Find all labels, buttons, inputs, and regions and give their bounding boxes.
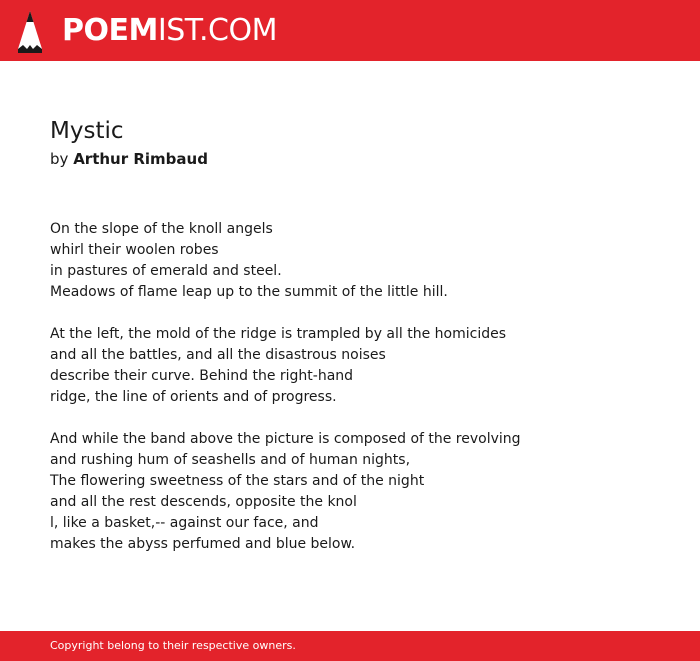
brand-light-text: IST.COM <box>157 13 277 48</box>
poem-line: in pastures of emerald and steel. <box>50 263 282 279</box>
poem-line: On the slope of the knoll angels <box>50 221 273 237</box>
by-label: by <box>50 150 69 168</box>
poem-line: l, like a basket,-- against our face, and <box>50 515 319 531</box>
pencil-tip-icon[interactable] <box>16 9 44 53</box>
stanza-3 <box>50 429 670 555</box>
poem-line: whirl their woolen robes <box>50 242 219 258</box>
site-header <box>0 0 700 61</box>
site-logo-text[interactable] <box>62 11 277 51</box>
poem-line: At the left, the mold of the ridge is trampled by all the homicides <box>50 326 507 342</box>
poem-line: and all the battles, and all the disastrous noises <box>50 347 386 363</box>
copyright-text: Copyright belong to their respective owners. <box>50 639 296 652</box>
stanza-1 <box>50 219 670 303</box>
poem-line: describe their curve. Behind the right-hand <box>50 368 354 384</box>
stanza-2 <box>50 324 670 408</box>
brand-bold-text: POEM <box>62 13 158 48</box>
author-name: Arthur Rimbaud <box>73 150 208 168</box>
poem-line: and rushing hum of seashells and of human nights, <box>50 452 411 468</box>
poem-body <box>50 219 670 576</box>
poem-line: Meadows of flame leap up to the summit of the little hill. <box>50 284 448 300</box>
site-footer <box>0 631 700 661</box>
poem-line: The flowering sweetness of the stars and of the night <box>50 473 425 489</box>
poem-line: makes the abyss perfumed and blue below. <box>50 536 356 552</box>
poem-title: Mystic <box>50 118 124 144</box>
poem-line: and all the rest descends, opposite the knol <box>50 494 357 510</box>
poem-line: ridge, the line of orients and of progress. <box>50 389 337 405</box>
poem-byline <box>50 148 208 170</box>
poem-line: And while the band above the picture is composed of the revolving <box>50 431 521 447</box>
